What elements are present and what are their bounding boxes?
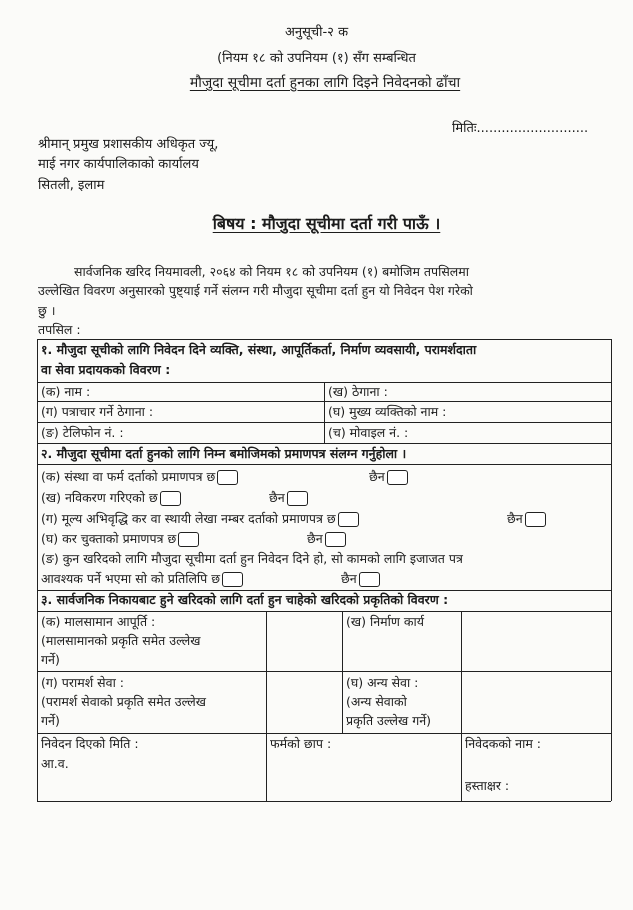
cert-item-tax-clearance-no (307, 530, 346, 547)
body-line-3: छु । (38, 303, 56, 318)
column-divider (342, 611, 343, 733)
cert-item-registration (41, 468, 238, 485)
application-form-table (37, 339, 611, 801)
cert-item-text: (ग) मूल्य अभिवृद्धि कर वा स्थायी लेखा नम्बर दर्ताको प्रमाणपत्र छ (41, 511, 336, 526)
no-label: छैन (269, 490, 285, 505)
cert-item-vat-pan (41, 510, 359, 527)
applicant-name-label: निवेदकको नाम : (465, 736, 542, 751)
cert-item-text: (ख) नविकरण गरिएको छ (41, 490, 158, 505)
goods-supply-label-3: गर्ने) (41, 652, 60, 667)
name-field-label: (क) नाम : (41, 384, 91, 399)
table-border-bottom (37, 801, 611, 802)
renewal-no-checkbox[interactable] (287, 491, 308, 506)
table-border-right (611, 339, 612, 801)
consulting-label-3: गर्ने) (41, 713, 60, 728)
row-divider (37, 733, 611, 734)
no-label: छैन (369, 469, 385, 484)
form-title: मौजुदा सूचीमा दर्ता हुनका लागि दिइने निवेदनको ढाँचा (189, 75, 461, 91)
cert-item-license-line1: (ङ) कुन खरिदको लागि मौजुदा सूचीमा दर्ता हुन निवेदन दिने हो, सो कामको लागि इजाजत पत्र (41, 551, 463, 566)
no-label: छैन (341, 571, 357, 586)
no-label: छैन (507, 511, 523, 526)
cert-item-text: आवश्यक पर्ने भएमा सो को प्रतिलिपि छ (41, 571, 220, 586)
goods-supply-label-1: (क) मालसामान आपूर्ति : (41, 614, 156, 629)
column-divider (324, 382, 325, 443)
row-divider (37, 671, 611, 672)
vat-pan-no-checkbox[interactable] (525, 512, 546, 527)
key-person-field-label: (घ) मुख्य व्यक्तिको नाम : (328, 404, 447, 419)
consulting-label-2: (परामर्श सेवाको प्रकृति समेत उल्लेख (41, 694, 206, 709)
consulting-label-1: (ग) परामर्श सेवा : (41, 675, 124, 690)
other-service-label-3: प्रकृति उल्लेख गर्ने) (346, 713, 432, 728)
license-yes-checkbox[interactable] (222, 572, 243, 587)
cert-item-tax-clearance (41, 530, 199, 547)
cert-item-registration-no (369, 468, 408, 485)
section2-heading: २. मौजुदा सूचीमा दर्ता हुनको लागि निम्न बमोजिमको प्रमाणपत्र संलग्न गर्नुहोला । (41, 446, 407, 461)
addressee-line-2: माई नगर कार्यपालिकाको कार्यालय (38, 157, 199, 172)
cert-item-license-no (341, 570, 380, 587)
subject-line: बिषय : मौजुदा सूचीमा दर्ता गरी पाऊँ । (212, 214, 441, 233)
row-divider (37, 443, 611, 444)
license-no-checkbox[interactable] (359, 572, 380, 587)
addressee-line-1: श्रीमान् प्रमुख प्रशासकीय अधिकृत ज्यू, (38, 137, 219, 152)
cert-item-renewal (41, 489, 181, 506)
mobile-field-label: (च) मोवाइल नं. : (328, 425, 409, 440)
goods-supply-label-2: (मालसामानको प्रकृति समेत उल्लेख (41, 633, 201, 648)
renewal-yes-checkbox[interactable] (160, 491, 181, 506)
rule-reference: (नियम १८ को उपनियम (१) सँग सम्बन्धित (217, 51, 416, 66)
registration-yes-checkbox[interactable] (217, 470, 238, 485)
cert-item-text: (घ) कर चुक्ताको प्रमाणपत्र छ (41, 531, 177, 546)
cert-item-vat-pan-no (507, 510, 546, 527)
construction-work-label: (ख) निर्माण कार्य (346, 614, 424, 629)
row-divider (37, 464, 611, 465)
other-service-label-1: (घ) अन्य सेवा : (346, 675, 419, 690)
addressee-line-3: सितली, इलाम (38, 178, 105, 193)
vat-pan-yes-checkbox[interactable] (338, 512, 359, 527)
tapasil-label: तपसिल : (38, 322, 81, 337)
table-border-left (37, 339, 38, 801)
other-service-label-2: (अन्य सेवाको (346, 694, 407, 709)
signature-label: हस्ताक्षर : (465, 778, 510, 793)
body-line-1: सार्वजनिक खरिद नियमावली, २०६४ को नियम १८ को उपनियम (१) बमोजिम तपसिलमा (74, 264, 469, 279)
section1-heading-line2: वा सेवा प्रदायकको विवरण : (41, 362, 171, 377)
no-label: छैन (307, 531, 323, 546)
row-divider (37, 611, 611, 612)
tax-clearance-yes-checkbox[interactable] (178, 532, 199, 547)
column-divider (266, 611, 267, 801)
fiscal-year-label: आ.व. (41, 756, 69, 771)
firm-stamp-label: फर्मको छाप : (270, 736, 332, 751)
section1-heading-line1: १. मौजुदा सूचीको लागि निवेदन दिने व्यक्ति, संस्था, आपूर्तिकर्ता, निर्माण व्यवसायी, परामर्शदाता (41, 342, 477, 357)
tax-clearance-no-checkbox[interactable] (325, 532, 346, 547)
cert-item-text: (क) संस्था वा फर्म दर्ताको प्रमाणपत्र छ (41, 469, 216, 484)
schedule-label: अनुसूची-२ क (284, 25, 349, 40)
cert-item-renewal-no (269, 489, 308, 506)
postal-address-field-label: (ग) पत्राचार गर्ने ठेगाना : (41, 404, 154, 419)
registration-no-checkbox[interactable] (387, 470, 408, 485)
telephone-field-label: (ङ) टेलिफोन नं. : (41, 425, 124, 440)
body-line-2: उल्लेखित विवरण अनुसारको पुष्ट्याई गर्ने संलग्न गरी मौजुदा सूचीमा दर्ता हुन यो निवेदन पेश गरेको (38, 283, 473, 298)
column-divider (461, 611, 462, 801)
address-field-label: (ख) ठेगाना : (328, 384, 388, 399)
date-line: मितिः........................... (452, 121, 589, 136)
cert-item-license (41, 570, 243, 587)
table-border-top (37, 339, 611, 340)
application-date-label: निवेदन दिएको मिति : (41, 736, 139, 751)
section3-heading: ३. सार्वजनिक निकायबाट हुने खरिदको लागि दर्ता हुन चाहेको खरिदको प्रकृतिको विवरण : (41, 592, 449, 607)
